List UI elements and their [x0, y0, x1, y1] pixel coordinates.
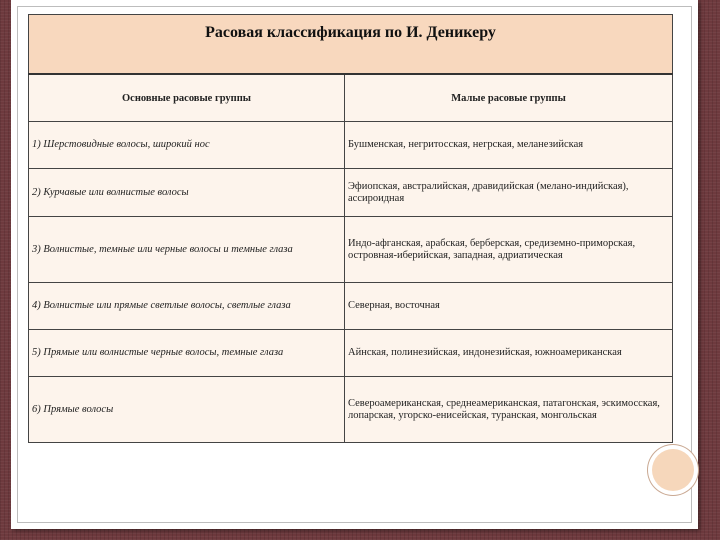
main-group-cell: 6) Прямые волосы [29, 377, 345, 443]
slide [11, 0, 698, 529]
table-row [29, 330, 673, 377]
main-group-cell: 4) Волнистые или прямые светлые волосы, светлые глаза [29, 283, 345, 330]
table-title: Расовая классификация по И. Деникеру [29, 15, 673, 75]
table-row [29, 122, 673, 169]
classification-table [28, 14, 673, 443]
minor-groups-cell: Североамериканская, среднеамериканская, патагонская, эскимосская, лопарская, угорско-енисейская, туранская, монгольская [345, 377, 673, 443]
table-title-row [29, 15, 673, 75]
minor-groups-cell: Северная, восточная [345, 283, 673, 330]
table-row [29, 217, 673, 283]
table-row [29, 169, 673, 217]
minor-groups-cell: Айнская, полинезийская, индонезийская, южноамериканская [345, 330, 673, 377]
main-group-cell: 2) Курчавые или волнистые волосы [29, 169, 345, 217]
minor-groups-cell: Эфиопская, австралийская, дравидийская (мелано-индийская), ассироидная [345, 169, 673, 217]
header-minor-groups: Малые расовые группы [345, 74, 673, 122]
table-row [29, 377, 673, 443]
minor-groups-cell: Индо-афганская, арабская, берберская, средиземно-приморская, островная-иберийская, западная, адриатическая [345, 217, 673, 283]
table-header-row [29, 74, 673, 122]
minor-groups-cell: Бушменская, негритосская, негрская, меланезийская [345, 122, 673, 169]
header-main-groups: Основные расовые группы [29, 74, 345, 122]
decorative-circle [652, 449, 694, 491]
main-group-cell: 1) Шерстовидные волосы, широкий нос [29, 122, 345, 169]
main-group-cell: 3) Волнистые, темные или черные волосы и темные глаза [29, 217, 345, 283]
table-row [29, 283, 673, 330]
main-group-cell: 5) Прямые или волнистые черные волосы, темные глаза [29, 330, 345, 377]
